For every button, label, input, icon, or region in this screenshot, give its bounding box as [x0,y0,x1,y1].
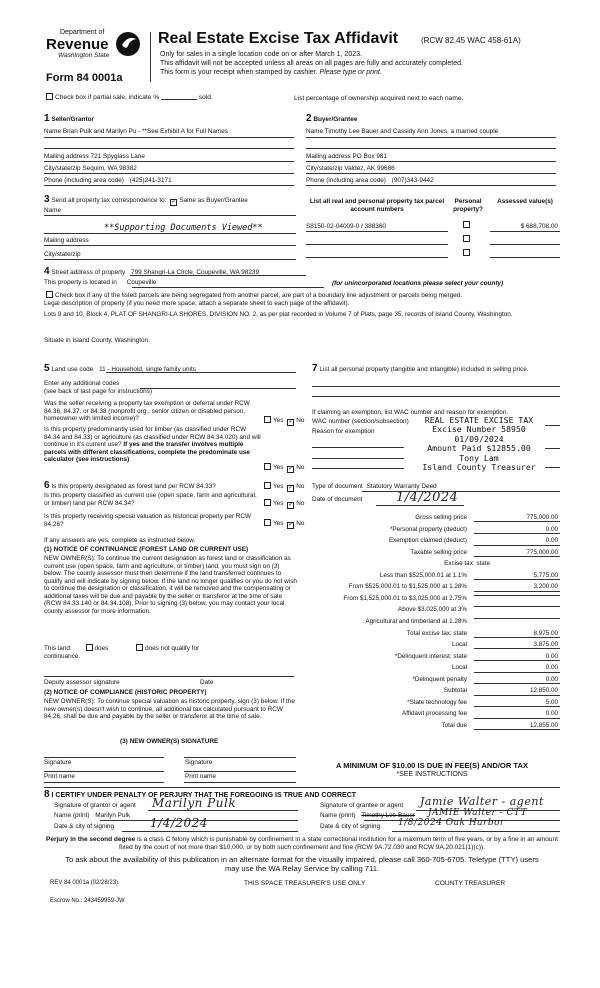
buyer-name-row: Name Timothy Lee Bauer and Cassidy Ann Jones, a married couple [306,128,499,135]
section3-mailing-row: Mailing address [44,237,89,244]
doc-type-field[interactable]: Statutory Warranty Deed [366,483,437,490]
tax-row-value[interactable]: 0.00 [474,653,560,661]
tax-row-label: Local [451,664,467,672]
grantee-name-row: Name (print) Timothy Lee Bauer [320,812,416,819]
header-note-3: This form is your receipt when stamped by cashier. Please type or print. [160,69,382,76]
owner-signature-1[interactable]: Signature [44,759,72,766]
buyer-city-field[interactable]: Valdez, AK 99686 [344,165,395,172]
wac-label: WAC number (section/subsection) [312,418,409,425]
tax-row [300,664,560,675]
grantee-name-struck: Timothy Lee Bauer [361,812,416,819]
form-revision: REV 84 0001a (02/28/23) [50,880,119,886]
same-as-buyer-checkbox[interactable]: ✓ [171,199,177,205]
grantor-date-label: Date & city of signing [54,823,115,830]
notice1-title: (1) NOTICE OF CONTINUANCE (FOREST LAND OR CURRENT USE) [44,546,249,553]
buyer-city-row: City/state/zip Valdez, AK 99686 [306,165,395,172]
perjury-notice: Perjury in the second degree is a class C felony which is punishable by confinement in a state correctional institution for a maximum term of five years, or by a fine in an amount fixed by the court of not more than $10,000, or by both such confinement and fine (RCW 9A.72.030 and RCW 9A.20.021(1)(c)). [46,836,558,851]
section3-name-row: Name [44,207,62,214]
seller-phone-row: Phone (including area code) (425)241-3171 [44,177,172,184]
tax-row-label: Excise tax: state [444,560,490,568]
tax-row [300,583,560,594]
wa-logo-icon [114,30,142,58]
stamp-line-2: Excise Number 58950 [432,424,526,435]
personal-property-checkbox-2[interactable] [463,235,470,242]
see-instructions: *SEE INSTRUCTIONS [396,771,468,778]
deputy-signature-label: Deputy assessor signature [44,679,120,686]
tax-row-label: Gross selling price [415,514,467,521]
buyer-name-field[interactable]: Timothy Lee Bauer and Cassidy Ann Jones, a married couple [324,128,499,135]
continuance-label: continuance. [44,653,81,660]
tax-row-label: Affidavit processing fee [402,710,467,718]
current-use-yes-checkbox[interactable] [264,499,271,506]
if-yes-note: If any answers are yes, complete as instructed below. [44,537,196,544]
tax-row [300,641,560,652]
tax-row-value[interactable]: 0.00 [474,526,560,534]
grantor-name-field[interactable]: Marilyn Pulk [95,812,131,819]
assessed-header: Assessed value(s) [497,198,553,205]
tax-row-value[interactable] [474,618,560,619]
tax-row-label: *State technology fee [407,698,467,706]
tax-row-label: Above $3,025,000 at 3% [398,606,467,614]
owner-print-2[interactable]: Print name [185,773,216,780]
exemption-yes-checkbox[interactable] [264,416,271,423]
exemption-yes-no: Yes ✓ No [262,416,304,426]
certify-statement: 8 I CERTIFY UNDER PENALTY OF PERJURY THAT THE FOREGOING IS TRUE AND CORRECT [44,789,357,800]
tax-row [300,618,560,629]
timber-yes-checkbox[interactable] [264,463,271,470]
tax-row [300,560,560,571]
tax-row-value[interactable] [474,606,560,607]
treasurer-use-only: THIS SPACE TREASURER'S USE ONLY [244,880,366,887]
header-note-1: Only for sales in a single location code on or after March 1, 2023. [160,51,362,58]
section3-row: 3 Send all property tax correspondence to: ✓ Same as Buyer/Grantee [44,194,248,205]
buyer-phone-row: Phone (including area code) (907)343-9442 [306,177,434,184]
land-does-checkbox[interactable] [86,644,93,651]
street-address-field[interactable]: 799 Shangri-La Circle, Coupeville, WA 98239 [131,269,260,276]
exemption-question: Was the seller receiving a property tax exemption or deferral under RCW 84.36, 84.37, or 84.38 (nonprofit org., senior citizen or disabled person, homeowner with limited income)? [44,400,250,423]
parcel-number[interactable]: S8150-02-04009-0 / 388360 [306,223,386,230]
exemption-claim-text: If claiming an exemption, list WAC number and reason for exemption. [312,409,509,416]
located-field[interactable]: Coupeville [126,279,157,286]
grantee-date-label: Date & city of signing [320,823,381,830]
timber-question: Is this property predominantly used for timber (as classified under RCW 84.34 and 84.33) or agriculture (as classified under RCW 84.34.020) and will continue in it's current use? If yes and the transfer involves multiple parcels with different classifications, complete the predominate use calculator (see instructions) [44,426,261,464]
owner-signature-2[interactable]: Signature [185,759,213,766]
dept-line3: Washington State [58,52,110,59]
forest-yes-no: Yes ✓ No [262,482,304,492]
additional-codes: Enter any additional codes [44,380,120,387]
unincorporated-note: (for unincorporated locations please select your county) [332,280,504,287]
grantor-signature[interactable]: Marilyn Pulk [152,796,237,810]
tax-row-value[interactable]: 775,000.00 [474,549,560,557]
notice2-body: NEW OWNER(S): To continue special valuation as historic property, sign (3) below. If the new owner(s) doesn't wish to continue, all additional tax calculated pursuant to RCW 84.26, shall be due and payable by the seller or transferor at the time of sale. [44,698,295,721]
current-use-question: Is this property classified as current use (open space, farm and agricultural, or timber) land per RCW 84.34? [44,492,257,507]
this-land-row: This land: does does not qualify for [44,645,200,652]
timber-yes-no: Yes ✓ No [262,463,304,473]
situate: Situate in Island County, Washington. [44,337,150,344]
tax-row [300,710,560,721]
stamp-line-6: Island County Treasurer [422,462,536,473]
dor-logo [44,26,144,72]
tax-row [300,687,560,698]
owner-print-1[interactable]: Print name [44,773,75,780]
historical-yes-no: Yes ✓ No [262,519,304,529]
tax-row-label: Total excise tax: state [406,629,467,637]
seller-city-field[interactable]: Sequim, WA 98382 [82,165,137,172]
grantee-signature-label: Signature of grantee or agent [320,802,404,809]
forest-question: 6 Is this property designated as forest land per RCW 84.33? [44,480,216,491]
minimum-due: A MINIMUM OF $10.00 IS DUE IN FEE(S) AND/OR TAX [335,761,529,770]
tax-row [300,699,560,710]
tax-row [300,676,560,687]
segregate-row: Check box if any of the listed parcels are being segregated from another parcel, are part of a boundary line adjustment or parcels being merged. [44,291,564,300]
rcw-ref: (RCW 82.45 WAC 458-61A) [421,36,521,45]
tax-row-value[interactable]: 12,855.00 [474,722,560,730]
doc-type-row: Type of document Statutory Warranty Deed [312,483,437,490]
tax-row-value[interactable]: 3,875.00 [474,641,560,649]
buyer-mailing-row: Mailing address PO Box 981 [306,153,388,160]
supporting-docs-note: **Supporting Documents Viewed** [104,223,263,233]
form-title: Real Estate Excise Tax Affidavit [158,30,399,47]
tax-row [300,653,560,664]
tax-row-label: Agricultural and timberland at 1.28% [365,617,467,625]
dept-line1: Department of [60,29,105,36]
tax-row-label: Subtotal [443,687,467,695]
header-divider [150,32,151,82]
header-note-2: This affidavit will not be accepted unless all areas on all pages are fully and accurately completed. [160,60,463,67]
section3-city-row: City/state/zip [44,251,81,258]
tax-row-value[interactable] [474,595,560,596]
alt-format-notice: To ask about the availability of this publication in an alternate format for the visually impaired, please call 360-705-6705. Teletype (TTY) users may use the WA Relay Service by calling 711. [65,855,539,873]
percent-note: List percentage of ownership acquired next to each name. [294,95,464,102]
tax-row-label: Taxable selling price [410,548,467,556]
tax-row-label: Exemption claimed (deduct) [388,537,467,545]
segregate-checkbox[interactable] [46,291,53,298]
land-use-row: 5 Land use code 11 - Household, single family units [44,363,196,374]
grantor-date[interactable]: 1/4/2024 [150,816,208,830]
tax-row-label: *Delinquent penalty [412,675,467,683]
treasurer-stamp [404,416,554,473]
tax-row-value[interactable]: 12,850.00 [474,687,560,695]
tax-row-value[interactable]: 775,000.00 [474,514,560,522]
county-treasurer-label: COUNTY TREASURER [435,880,506,887]
grantor-name-row: Name (print) Marilyn Pulk [54,812,131,819]
tax-row [300,630,560,641]
seller-heading: 1 Seller/Grantor [44,113,94,124]
seller-name-row: Name Brian Pulk and Marilyn Pu - **See Exhibit A for Full Names [44,128,229,135]
grantee-name-field[interactable]: JAMIE Walter - CTT [428,808,528,818]
stamp-line-5: Tony Lam [459,452,499,463]
partial-sale-row: Check box if partial sale, indicate % sold. [44,93,213,102]
tax-row [300,595,560,606]
stamp-line-4: Amount Paid $12855.00 [427,443,531,454]
street-address-row: 4 Street address of property 799 Shangri-La Circle, Coupeville, WA 98239 [44,266,260,277]
seller-name-field[interactable]: Brian Pulk and Marilyn Pu - **See Exhibit A for Full Names [62,128,229,135]
seller-mailing-field[interactable]: 721 Spyglass Lane [90,153,145,160]
land-use-field[interactable]: 11 - Household, single family units [99,366,196,373]
legal-label: Legal description of property (if you need more space, attach a separate sheet to each page of the affidavit). [44,300,350,307]
tax-row-value[interactable]: 0.00 [474,664,560,672]
notice3-title: (3) NEW OWNER(S) SIGNATURE [120,738,219,745]
form-number: Form 84 0001a [46,72,123,84]
additional-codes-note: (see back of last page for instructions) [44,388,152,395]
tax-row-value[interactable]: 3,200.00 [474,583,560,591]
seller-phone-field[interactable]: (425)241-3171 [129,177,172,184]
parcel-header: List all real and personal property tax parcel account numbers [309,198,445,213]
partial-percent-field[interactable] [161,93,197,100]
notice2-title: (2) NOTICE OF COMPLIANCE (HISTORIC PROPERTY) [44,689,207,696]
tax-row-label: Local [451,641,467,649]
seller-city-row: City/state/zip Sequim, WA 98382 [44,165,137,172]
historical-question: Is this property receiving special valuation as historical property per RCW 84.26? [44,513,252,528]
tax-row [300,537,560,548]
escrow-number: Escrow No.: 243459959-JW [50,898,125,904]
grantee-date[interactable]: 1/8/2024 Oak Harbor [398,818,505,828]
historical-yes-checkbox[interactable] [264,519,271,526]
personal-property-list: 7 List all personal property (tangible and intangible) included in selling price. [312,363,529,374]
tax-row-label: Less than $525,000.01 at 1.1% [379,571,467,579]
forest-yes-checkbox[interactable] [264,482,271,489]
doc-date-row: Date of document [312,496,363,503]
assessed-value[interactable]: $ 688,708.00 [520,223,558,230]
reason-label: Reason for exemption [312,428,375,435]
tax-row [300,606,560,617]
stamp-line-3: 01/09/2024 [454,433,504,444]
tax-row-value[interactable]: 0.00 [474,676,560,684]
legal-description[interactable]: Lots 9 and 10, Block 4, PLAT OF SHANGRI-LA SHORES, DIVISION NO. 2, as per plat recorded in Volume 7 of Plats, page 35, records of Island County, Washington. [44,311,513,318]
grantee-signature[interactable]: Jamie Walter - agent [420,795,544,808]
located-row: This property is located in Coupeville [44,279,157,286]
tax-row-label: *Personal property (deduct) [389,525,467,533]
deputy-date-label: Date [200,679,214,686]
doc-date-field[interactable]: 1/4/2024 [396,490,459,505]
dept-line2: Revenue [46,36,109,53]
seller-mailing-row: Mailing address 721 Spyglass Lane [44,153,145,160]
tax-row-label: From $525,000.01 to $1,525,000 at 1.28% [348,583,467,591]
tax-row [300,514,560,525]
tax-row-value[interactable]: 5.00 [474,699,560,707]
personal-property-checkbox-1[interactable] [463,221,470,228]
current-use-yes-no: Yes ✓ No [262,499,304,509]
tax-row [300,722,560,733]
current-use-no-checkbox[interactable]: ✓ [288,502,294,508]
grantor-signature-label: Signature of grantor or agent [54,802,136,809]
tax-row [300,572,560,583]
partial-sale-checkbox[interactable] [46,93,53,100]
buyer-mailing-field[interactable]: PO Box 981 [352,153,388,160]
personal-property-header: Personal property? [453,198,483,213]
tax-row-label: From $1,525,000.01 to $3,025,000 at 2.75% [343,594,467,602]
tax-row-label: *Delinquent interest: state [394,652,467,660]
buyer-heading: 2 Buyer/Grantee [306,113,358,124]
tax-row-value[interactable]: 0.00 [474,537,560,545]
tax-row-value[interactable]: 5,775.00 [474,572,560,580]
personal-property-checkbox-3[interactable] [463,249,470,256]
tax-row-value[interactable]: 0.00 [474,710,560,718]
buyer-phone-field[interactable]: (907)343-9442 [391,177,434,184]
tax-row-value[interactable]: 8,975.00 [474,630,560,638]
tax-row [300,549,560,560]
exemption-no-checkbox[interactable]: ✓ [288,419,294,425]
historical-no-checkbox[interactable]: ✓ [288,522,294,528]
tax-row-label: Total due [441,721,467,729]
notice1-body: NEW OWNER(S): To continue the current designation as forest land or classification as current use (open space, farm and agriculture, or timber) land, you must sign on (3) below. The county assessor must then determine if the land transferred continues to qualify and will indicate by signing below. If the land no longer qualifies or you do not wish to continue the designation or classification, it will be removed and the compensating or additional taxes will be due and payable by the seller or transferor at the time of sale (RCW 84.33.140 or 84.34.108). Prior to signing (3) below, you may contact your local county assessor for more information. [44,555,297,615]
tax-row [300,526,560,537]
stamp-line-1: REAL ESTATE EXCISE TAX [424,415,534,425]
timber-no-checkbox[interactable]: ✓ [288,466,294,472]
forest-no-checkbox[interactable]: ✓ [288,485,294,491]
land-does-not-checkbox[interactable] [136,644,143,651]
